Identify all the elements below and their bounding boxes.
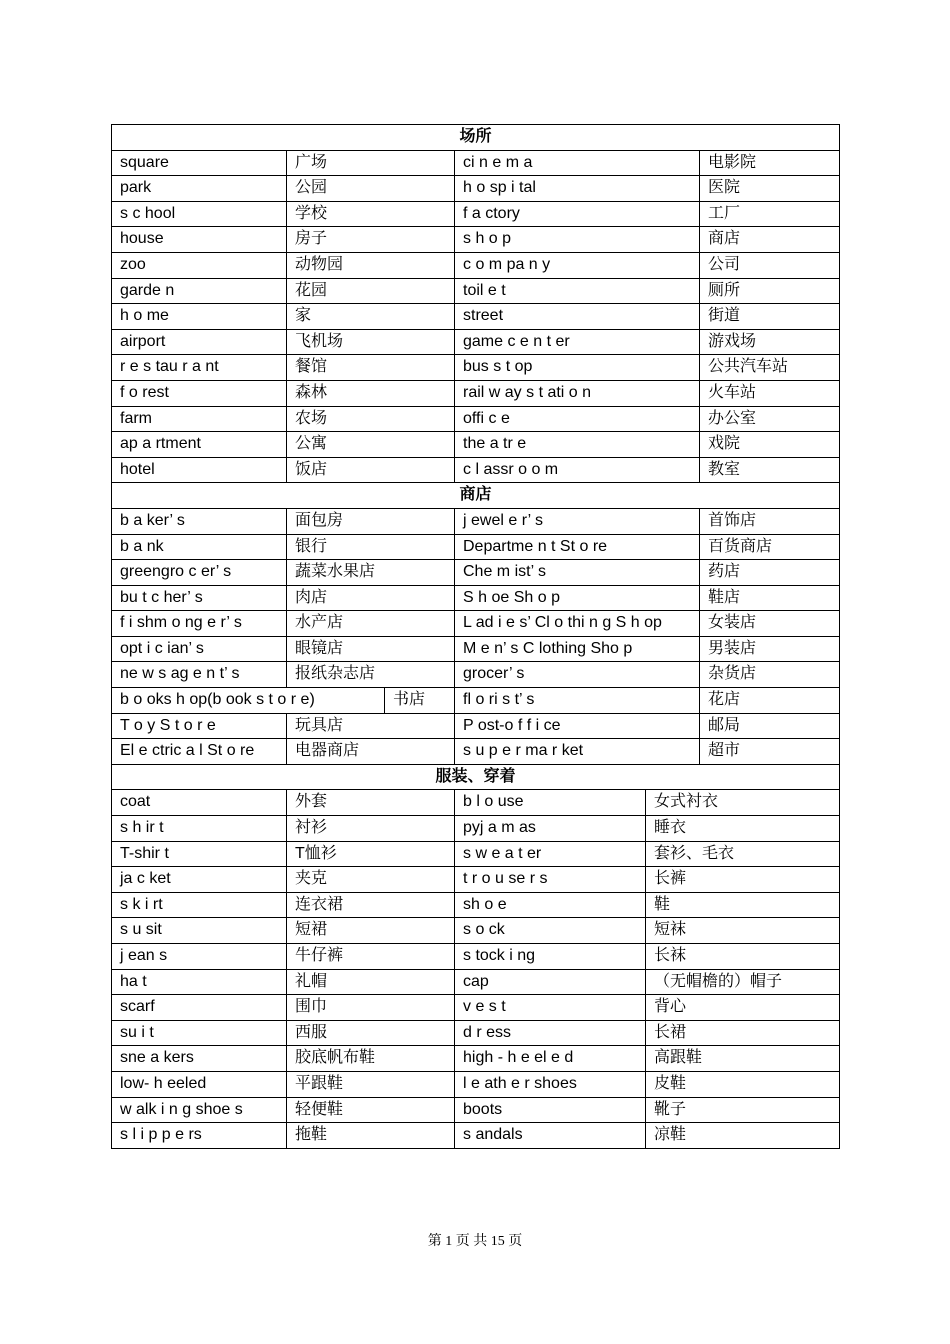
chinese-meaning: T恤衫 [287, 841, 455, 867]
english-word: sne a kers [112, 1046, 287, 1072]
chinese-meaning: 长袜 [646, 944, 840, 970]
english-word: P ost-o f f i ce [455, 713, 700, 739]
chinese-meaning: 飞机场 [287, 329, 455, 355]
chinese-meaning: 花园 [287, 278, 455, 304]
english-word: fl o ri s t’ s [455, 688, 700, 714]
page-footer: 第 1 页 共 15 页 [427, 1234, 523, 1249]
english-word: b l o use [455, 790, 646, 816]
table-row [112, 611, 840, 637]
chinese-meaning: 女装店 [700, 611, 840, 637]
chinese-meaning: 邮局 [700, 713, 840, 739]
english-word: garde n [112, 278, 287, 304]
english-word: farm [112, 406, 287, 432]
english-word: f i shm o ng e r’ s [112, 611, 287, 637]
english-word: M e n’ s C lothing Sho p [455, 636, 700, 662]
english-word: w alk i n g shoe s [112, 1097, 287, 1123]
english-word: s u p e r ma r ket [455, 739, 700, 765]
english-word: j ean s [112, 944, 287, 970]
chinese-meaning: 饭店 [287, 457, 455, 483]
english-word: pyj a m as [455, 816, 646, 842]
section-header [112, 125, 840, 151]
table-row [112, 304, 840, 330]
chinese-meaning: 广场 [287, 150, 455, 176]
table-row [112, 432, 840, 458]
vocabulary-table [111, 124, 840, 1149]
english-word: su i t [112, 1020, 287, 1046]
english-word: s h o p [455, 227, 700, 253]
chinese-meaning: 动物园 [287, 252, 455, 278]
chinese-meaning: 商店 [700, 227, 840, 253]
table-row [112, 1046, 840, 1072]
chinese-meaning: 戏院 [700, 432, 840, 458]
english-word: ha t [112, 969, 287, 995]
chinese-meaning: 农场 [287, 406, 455, 432]
chinese-meaning: 银行 [287, 534, 455, 560]
english-word: toil e t [455, 278, 700, 304]
english-word: square [112, 150, 287, 176]
english-word: ap a rtment [112, 432, 287, 458]
english-word: El e ctric a l St o re [112, 739, 287, 765]
table-row [112, 995, 840, 1021]
chinese-meaning: 办公室 [700, 406, 840, 432]
chinese-meaning: 首饰店 [700, 508, 840, 534]
english-word: T-shir t [112, 841, 287, 867]
table-row [112, 969, 840, 995]
table-row [112, 227, 840, 253]
english-word: grocer’ s [455, 662, 700, 688]
chinese-meaning: 超市 [700, 739, 840, 765]
chinese-meaning: 房子 [287, 227, 455, 253]
chinese-meaning: 眼镜店 [287, 636, 455, 662]
table-row [112, 841, 840, 867]
table-row [112, 406, 840, 432]
english-word: s k i rt [112, 892, 287, 918]
chinese-meaning: 工厂 [700, 201, 840, 227]
english-word: d r ess [455, 1020, 646, 1046]
chinese-meaning: 鞋店 [700, 585, 840, 611]
split-container [112, 688, 454, 713]
table-row [112, 278, 840, 304]
chinese-meaning: 睡衣 [646, 816, 840, 842]
chinese-meaning: 长裤 [646, 867, 840, 893]
chinese-meaning: 公寓 [287, 432, 455, 458]
english-word: house [112, 227, 287, 253]
english-word: f a ctory [455, 201, 700, 227]
english-word: low- h eeled [112, 1071, 287, 1097]
section-title: 商店 [112, 483, 840, 509]
english-word: s l i p p e rs [112, 1123, 287, 1149]
chinese-meaning: 餐馆 [287, 355, 455, 381]
table-row [112, 1097, 840, 1123]
english-word: cap [455, 969, 646, 995]
english-word: boots [455, 1097, 646, 1123]
chinese-meaning: 鞋 [646, 892, 840, 918]
chinese-meaning: 家 [287, 304, 455, 330]
english-word: game c e n t er [455, 329, 700, 355]
chinese-meaning: 森林 [287, 380, 455, 406]
english-word: ne w s ag e n t’ s [112, 662, 287, 688]
table-row [112, 355, 840, 381]
english-word: c l assr o o m [455, 457, 700, 483]
chinese-meaning: 背心 [646, 995, 840, 1021]
table-row [112, 508, 840, 534]
english-word: s u sit [112, 918, 287, 944]
chinese-meaning: 西服 [287, 1020, 455, 1046]
chinese-meaning: 短袜 [646, 918, 840, 944]
chinese-meaning: 杂货店 [700, 662, 840, 688]
table-row [112, 1071, 840, 1097]
table-row [112, 380, 840, 406]
english-word: greengro c er’ s [112, 560, 287, 586]
chinese-meaning: 火车站 [700, 380, 840, 406]
chinese-meaning: （无帽檐的）帽子 [646, 969, 840, 995]
english-word: ja c ket [112, 867, 287, 893]
section-header [112, 483, 840, 509]
english-word: l e ath e r shoes [455, 1071, 646, 1097]
table-row [112, 252, 840, 278]
chinese-meaning: 套衫、毛衣 [646, 841, 840, 867]
section-header [112, 764, 840, 790]
english-word: sh o e [455, 892, 646, 918]
english-word: c o m pa n y [455, 252, 700, 278]
table-row [112, 918, 840, 944]
chinese-meaning: 连衣裙 [287, 892, 455, 918]
english-word: s w e a t er [455, 841, 646, 867]
chinese-meaning: 花店 [700, 688, 840, 714]
section-title: 服装、穿着 [112, 764, 840, 790]
chinese-meaning: 靴子 [646, 1097, 840, 1123]
english-word: s h ir t [112, 816, 287, 842]
chinese-meaning: 玩具店 [287, 713, 455, 739]
chinese-meaning: 厕所 [700, 278, 840, 304]
chinese-meaning: 胶底帆布鞋 [287, 1046, 455, 1072]
english-word: b a ker’ s [112, 508, 287, 534]
table-row [112, 739, 840, 765]
chinese-meaning: 报纸杂志店 [287, 662, 455, 688]
chinese-meaning: 学校 [287, 201, 455, 227]
english-word: high - h e el e d [455, 1046, 646, 1072]
english-word: street [455, 304, 700, 330]
chinese-meaning: 面包房 [287, 508, 455, 534]
chinese-meaning: 医院 [700, 176, 840, 202]
section-title: 场所 [112, 125, 840, 151]
english-word: rail w ay s t ati o n [455, 380, 700, 406]
chinese-meaning: 教室 [700, 457, 840, 483]
english-word: zoo [112, 252, 287, 278]
chinese-meaning: 皮鞋 [646, 1071, 840, 1097]
english-word: opt i c ian’ s [112, 636, 287, 662]
english-word: T o y S t o r e [112, 713, 287, 739]
chinese-meaning: 礼帽 [287, 969, 455, 995]
english-word: Che m ist’ s [455, 560, 700, 586]
english-word: Departme n t St o re [455, 534, 700, 560]
table-row [112, 585, 840, 611]
table-row [112, 688, 840, 714]
table-row [112, 662, 840, 688]
chinese-meaning: 男装店 [700, 636, 840, 662]
english-word: b o oks h op(b ook s t o r e) [112, 688, 385, 713]
table-row [112, 534, 840, 560]
table-row [112, 1020, 840, 1046]
chinese-meaning: 游戏场 [700, 329, 840, 355]
table-row [112, 713, 840, 739]
chinese-meaning: 长裙 [646, 1020, 840, 1046]
table-row [112, 560, 840, 586]
english-word: L ad i e s’ Cl o thi n g S h op [455, 611, 700, 637]
english-word: j ewel e r’ s [455, 508, 700, 534]
english-word: f o rest [112, 380, 287, 406]
chinese-meaning: 轻便鞋 [287, 1097, 455, 1123]
english-word: airport [112, 329, 287, 355]
english-word: s tock i ng [455, 944, 646, 970]
chinese-meaning: 蔬菜水果店 [287, 560, 455, 586]
table-row [112, 790, 840, 816]
chinese-meaning: 水产店 [287, 611, 455, 637]
chinese-meaning: 电器商店 [287, 739, 455, 765]
chinese-meaning: 女式衬衣 [646, 790, 840, 816]
english-word: s o ck [455, 918, 646, 944]
english-word: coat [112, 790, 287, 816]
chinese-meaning: 肉店 [287, 585, 455, 611]
english-word: bus s t op [455, 355, 700, 381]
english-word: r e s tau r a nt [112, 355, 287, 381]
chinese-meaning: 公共汽车站 [700, 355, 840, 381]
chinese-meaning: 平跟鞋 [287, 1071, 455, 1097]
english-word: scarf [112, 995, 287, 1021]
chinese-meaning: 外套 [287, 790, 455, 816]
table-row [112, 1123, 840, 1149]
table-row [112, 944, 840, 970]
table-row [112, 867, 840, 893]
table-row [112, 329, 840, 355]
english-word: v e s t [455, 995, 646, 1021]
chinese-meaning: 公园 [287, 176, 455, 202]
table-row [112, 201, 840, 227]
english-word: ci n e m a [455, 150, 700, 176]
table-row [112, 150, 840, 176]
english-word: the a tr e [455, 432, 700, 458]
chinese-meaning: 电影院 [700, 150, 840, 176]
table-row [112, 457, 840, 483]
english-word: b a nk [112, 534, 287, 560]
chinese-meaning: 夹克 [287, 867, 455, 893]
chinese-meaning: 书店 [393, 691, 426, 709]
english-word: hotel [112, 457, 287, 483]
english-word: bu t c her’ s [112, 585, 287, 611]
english-word: t r o u se r s [455, 867, 646, 893]
english-word: s andals [455, 1123, 646, 1149]
table-row [112, 816, 840, 842]
chinese-meaning: 药店 [700, 560, 840, 586]
table-row [112, 636, 840, 662]
english-word: h o me [112, 304, 287, 330]
english-word: offi c e [455, 406, 700, 432]
table-row [112, 176, 840, 202]
chinese-meaning: 短裙 [287, 918, 455, 944]
chinese-meaning: 凉鞋 [646, 1123, 840, 1149]
chinese-meaning: 拖鞋 [287, 1123, 455, 1149]
chinese-meaning: 围巾 [287, 995, 455, 1021]
chinese-meaning: 牛仔裤 [287, 944, 455, 970]
english-word: park [112, 176, 287, 202]
chinese-meaning: 高跟鞋 [646, 1046, 840, 1072]
english-word: S h oe Sh o p [455, 585, 700, 611]
table-row [112, 892, 840, 918]
chinese-meaning: 街道 [700, 304, 840, 330]
chinese-meaning: 百货商店 [700, 534, 840, 560]
chinese-meaning: 公司 [700, 252, 840, 278]
chinese-meaning: 衬衫 [287, 816, 455, 842]
english-word: s c hool [112, 201, 287, 227]
english-word: h o sp i tal [455, 176, 700, 202]
split-cell [112, 688, 455, 714]
